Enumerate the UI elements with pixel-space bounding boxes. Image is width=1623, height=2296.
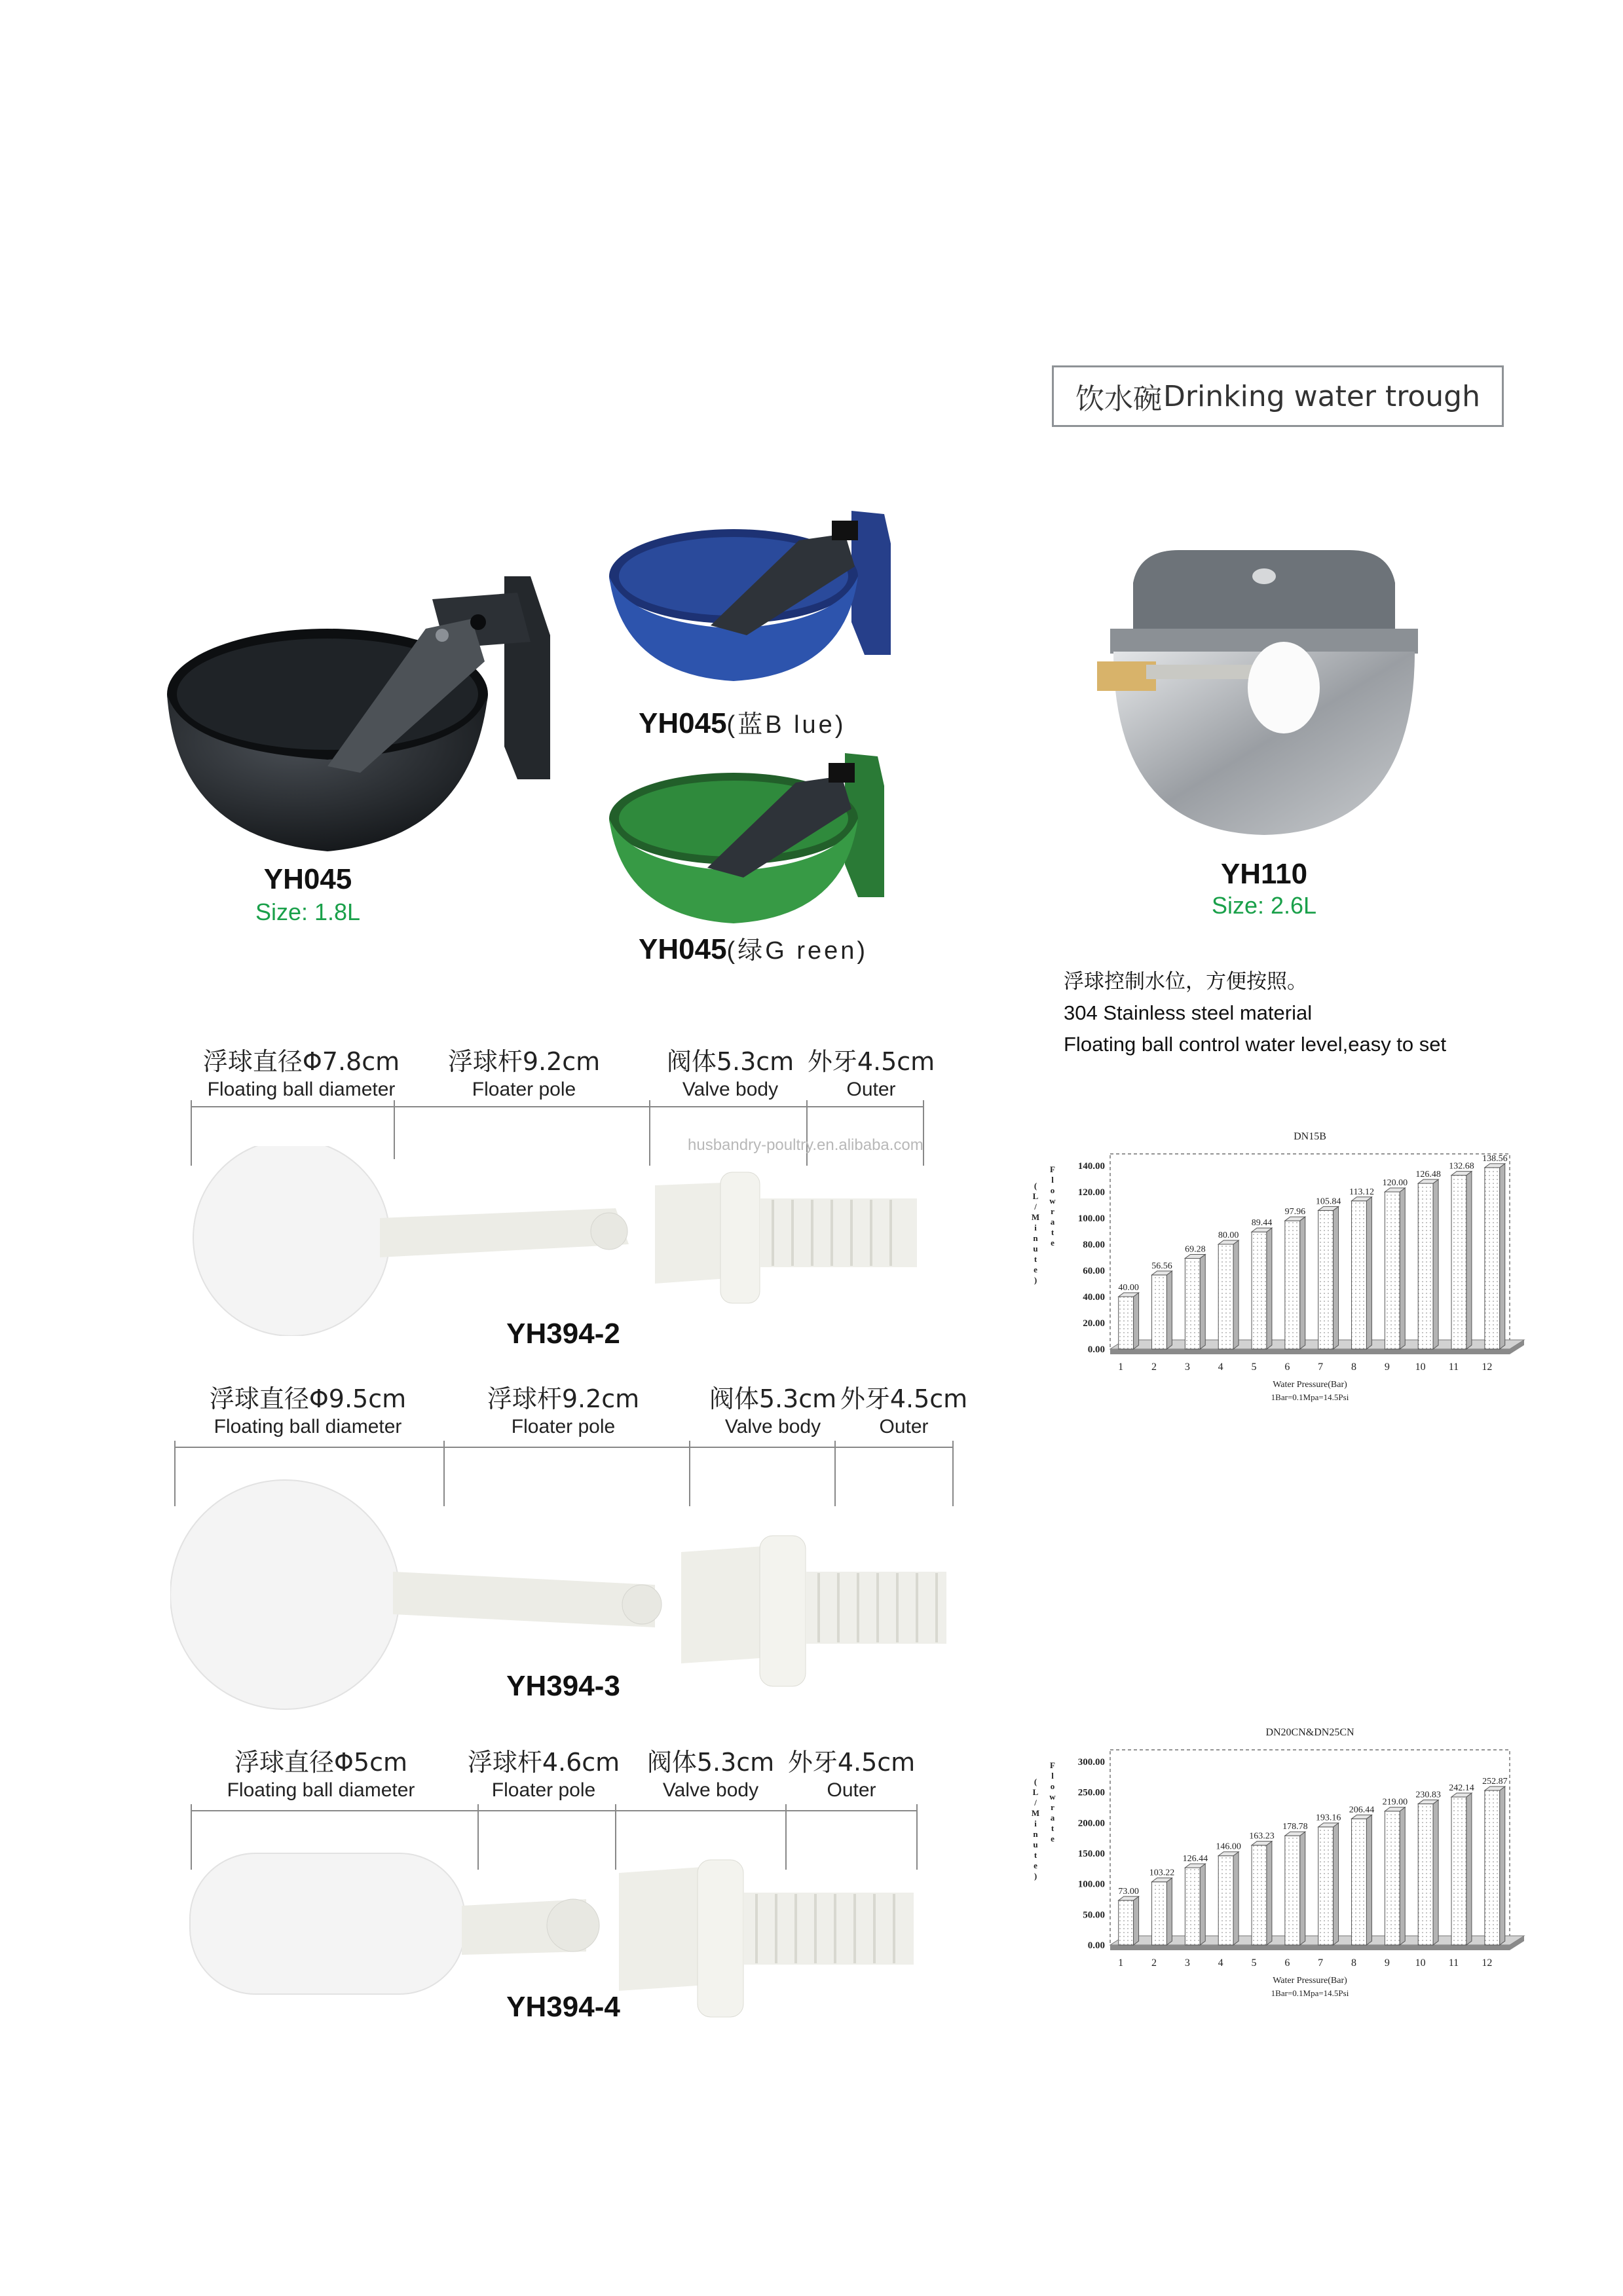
y-tick-label: 50.00 (1083, 1910, 1105, 1921)
y-tick-label: 40.00 (1083, 1292, 1105, 1303)
y-axis-label-char: i (1034, 1819, 1037, 1828)
dim-394-2-body (648, 1041, 812, 1101)
y-axis-label-char: t (1034, 1254, 1037, 1264)
y-tick-label: 0.00 (1087, 1940, 1105, 1951)
y-axis-label-char: / (1034, 1202, 1037, 1212)
bar-side (1500, 1164, 1505, 1349)
bar-value-label: 69.28 (1185, 1244, 1206, 1255)
dim-en: Outer (879, 1416, 929, 1437)
y-tick-label: 200.00 (1077, 1818, 1105, 1829)
bar-value-label: 126.44 (1182, 1853, 1208, 1864)
y-axis-label-char: w (1049, 1792, 1056, 1802)
y-axis-label-char: e (1051, 1238, 1054, 1248)
dim-cn: 浮球直径Φ7.8cm (202, 1047, 400, 1076)
y-axis-label-char: F (1050, 1760, 1055, 1770)
dim-394-3-ball (196, 1379, 419, 1438)
bar-side (1334, 1206, 1339, 1349)
bar-side (1366, 1815, 1371, 1945)
bar-value-label: 178.78 (1282, 1822, 1308, 1832)
y-axis-label-char: u (1033, 1840, 1038, 1849)
y-axis-label-char: a (1050, 1813, 1055, 1823)
dim-en: Valve body (724, 1416, 821, 1437)
bar-front (1252, 1232, 1267, 1349)
model-yh394-4: YH394-4 (506, 1991, 620, 2023)
y-tick-label: 0.00 (1087, 1344, 1105, 1355)
y-axis-label-char: t (1034, 1850, 1037, 1860)
bar-side (1466, 1793, 1472, 1945)
size-yh045: Size: 1.8L (255, 898, 361, 925)
y-tick-label: 100.00 (1077, 1879, 1105, 1890)
x-tick-label: 11 (1448, 1361, 1459, 1373)
bar-front (1218, 1244, 1233, 1349)
dim-cn: 外牙4.5cm (787, 1748, 916, 1777)
x-tick-label: 6 (1284, 1361, 1290, 1373)
bar-front (1152, 1882, 1167, 1945)
green-bowl-image (603, 747, 891, 936)
x-tick-label: 4 (1218, 1957, 1223, 1969)
x-tick-label: 11 (1448, 1957, 1459, 1969)
bar-side (1134, 1293, 1139, 1349)
model-yh045-green-code: YH045 (639, 933, 727, 965)
x-tick-label: 9 (1384, 1957, 1390, 1969)
x-tick-label: 2 (1151, 1957, 1157, 1969)
model-yh394-2: YH394-2 (506, 1318, 620, 1350)
bar-front (1451, 1176, 1466, 1349)
bar-front (1352, 1201, 1367, 1349)
bar-side (1200, 1864, 1205, 1945)
dim-en: Valve body (682, 1079, 779, 1100)
x-tick-label: 5 (1251, 1361, 1257, 1373)
bar-front (1385, 1811, 1400, 1945)
bar-side (1500, 1787, 1505, 1945)
model-yh045-blue-code: YH045 (639, 707, 727, 739)
y-axis-label-char: l (1051, 1175, 1054, 1185)
dim-394-2-ball (196, 1041, 406, 1101)
bar-value-label: 219.00 (1382, 1797, 1408, 1807)
bar-side (1300, 1832, 1305, 1945)
bar-side (1134, 1897, 1139, 1945)
x-tick-label: 8 (1351, 1361, 1356, 1373)
x-tick-label: 5 (1251, 1957, 1257, 1969)
bar-side (1400, 1807, 1405, 1945)
y-axis-label-char: o (1050, 1185, 1055, 1195)
flow-chart-dn20cn (1012, 1722, 1536, 2004)
y-tick-label: 140.00 (1077, 1161, 1105, 1172)
bar-side (1166, 1271, 1172, 1349)
dim-en: Valve body (662, 1779, 759, 1801)
x-tick-label: 12 (1482, 1957, 1493, 1969)
black-bowl-image (164, 563, 570, 878)
bar-front (1119, 1900, 1134, 1945)
bar-front (1152, 1275, 1167, 1349)
bar-side (1200, 1254, 1205, 1349)
bar-side (1233, 1240, 1239, 1349)
x-axis-label: Water Pressure(Bar) (1273, 1976, 1347, 1986)
y-tick-label: 250.00 (1077, 1787, 1105, 1798)
watermark: husbandry-poultry.en.alibaba.com (688, 1136, 923, 1154)
dim-cn: 浮球直径Φ5cm (234, 1748, 407, 1777)
x-tick-label: 3 (1184, 1361, 1190, 1373)
dim-cn: 浮球杆9.2cm (487, 1384, 640, 1413)
x-tick-label: 6 (1284, 1957, 1290, 1969)
variant-blue-label: (蓝B lue) (726, 711, 846, 739)
bar-front (1252, 1845, 1267, 1945)
bar-front (1218, 1856, 1233, 1945)
y-axis-label-char: a (1050, 1217, 1055, 1227)
bar-front (1119, 1297, 1134, 1349)
bar-front (1285, 1836, 1300, 1945)
y-axis-label-char: ) (1034, 1871, 1037, 1881)
bar-value-label: 105.84 (1315, 1196, 1341, 1207)
x-tick-label: 10 (1415, 1957, 1426, 1969)
dim-en: Outer (846, 1079, 896, 1100)
feature-cn: 浮球控制水位，方便按照。 (1064, 970, 1307, 993)
x-tick-label: 7 (1318, 1957, 1324, 1969)
y-axis-label-char: M (1031, 1212, 1040, 1222)
bar-front (1485, 1168, 1500, 1349)
y-axis-label-char: e (1051, 1834, 1054, 1843)
dim-394-3-pole (458, 1379, 668, 1438)
y-axis-label-char: e (1034, 1861, 1037, 1870)
bar-value-label: 56.56 (1151, 1261, 1172, 1271)
x-tick-label: 2 (1151, 1361, 1157, 1373)
x-tick-label: 4 (1218, 1361, 1223, 1373)
bar-side (1466, 1172, 1472, 1349)
y-axis-label-char: L (1032, 1191, 1039, 1201)
bar-side (1366, 1197, 1371, 1349)
section-title-en: Drinking water trough (1163, 379, 1480, 413)
bar-front (1418, 1183, 1433, 1349)
section-title (1052, 365, 1504, 427)
bar-value-label: 193.16 (1315, 1813, 1341, 1823)
dim-394-4-ball (203, 1742, 439, 1802)
x-axis-label: Water Pressure(Bar) (1273, 1380, 1347, 1390)
y-tick-label: 80.00 (1083, 1240, 1105, 1250)
model-yh045-green (639, 930, 920, 966)
chart-note: 1Bar=0.1Mpa=14.5Psi (1271, 1392, 1349, 1402)
y-axis-label-char: u (1033, 1244, 1038, 1253)
x-tick-label: 7 (1318, 1361, 1324, 1373)
bar-front (1451, 1797, 1466, 1945)
chart-title: DN20CN&DN25CN (1265, 1727, 1354, 1738)
model-yh110: YH110 (1220, 858, 1308, 890)
dim-cn: 阀体5.3cm (666, 1047, 794, 1076)
bar-value-label: 138.56 (1482, 1153, 1508, 1164)
y-axis-label-char: n (1033, 1829, 1038, 1839)
section-title-cn: 饮水碗 (1075, 382, 1163, 416)
dim-en: Floating ball diameter (214, 1416, 402, 1437)
bar-value-label: 103.22 (1149, 1868, 1175, 1878)
bar-side (1433, 1800, 1438, 1945)
y-tick-label: 60.00 (1083, 1266, 1105, 1276)
bar-value-label: 97.96 (1284, 1207, 1306, 1217)
bar-value-label: 40.00 (1118, 1283, 1139, 1293)
y-axis-label-char: i (1034, 1223, 1037, 1232)
y-axis-label-char: ) (1034, 1275, 1037, 1285)
y-axis-label-char: t (1051, 1823, 1054, 1833)
bar-side (1233, 1852, 1239, 1945)
bar-value-label: 206.44 (1349, 1805, 1375, 1815)
x-tick-label: 1 (1118, 1361, 1124, 1373)
bar-side (1400, 1188, 1405, 1349)
y-axis-label-char: F (1050, 1164, 1055, 1174)
variant-green-label: (绿G reen) (726, 937, 868, 965)
float-valve-394-2-image (183, 1146, 937, 1336)
y-tick-label: 20.00 (1083, 1318, 1105, 1329)
y-axis-label-char: L (1032, 1787, 1039, 1797)
dim-394-2-outer (799, 1041, 943, 1101)
bar-front (1318, 1210, 1334, 1349)
model-yh394-3: YH394-3 (506, 1670, 620, 1702)
bar-value-label: 163.23 (1249, 1831, 1275, 1842)
bar-value-label: 230.83 (1415, 1790, 1441, 1800)
x-tick-label: 1 (1118, 1957, 1124, 1969)
dim-cn: 浮球杆4.6cm (467, 1748, 620, 1777)
x-tick-label: 8 (1351, 1957, 1356, 1969)
x-tick-label: 3 (1184, 1957, 1190, 1969)
dim-cn: 浮球直径Φ9.5cm (209, 1384, 407, 1413)
bar-value-label: 89.44 (1251, 1218, 1273, 1229)
y-axis-label-char: o (1050, 1781, 1055, 1791)
flow-chart-dn15b (1012, 1126, 1536, 1408)
y-axis-label-char: M (1031, 1808, 1040, 1818)
bar-front (1318, 1827, 1334, 1945)
bar-front (1418, 1804, 1433, 1945)
stainless-bowl-image (1087, 537, 1441, 845)
y-axis-label-char: t (1051, 1227, 1054, 1237)
bar-value-label: 120.00 (1382, 1178, 1408, 1188)
dim-cn: 外牙4.5cm (840, 1384, 968, 1413)
bar-value-label: 132.68 (1449, 1161, 1474, 1172)
y-tick-label: 100.00 (1077, 1213, 1105, 1224)
y-axis-label-char: w (1049, 1196, 1056, 1206)
bar-front (1185, 1258, 1200, 1349)
bar-front (1485, 1790, 1500, 1945)
y-axis-label-char: ( (1034, 1181, 1037, 1191)
dim-394-2-pole (419, 1041, 629, 1101)
chart-title: DN15B (1294, 1131, 1326, 1142)
y-axis-label-char: r (1051, 1802, 1054, 1812)
bar-side (1267, 1842, 1272, 1945)
bar-value-label: 252.87 (1482, 1776, 1508, 1787)
x-tick-label: 9 (1384, 1361, 1390, 1373)
dim-en: Floater pole (511, 1416, 616, 1437)
y-tick-label: 120.00 (1077, 1187, 1105, 1198)
feature-en: Floating ball control water level,easy to set (1064, 1033, 1447, 1056)
y-axis-label-char: n (1033, 1233, 1038, 1243)
dim-en: Floating ball diameter (207, 1079, 396, 1100)
model-yh045: YH045 (263, 863, 352, 895)
y-axis-label-char: l (1051, 1771, 1054, 1781)
bar-front (1285, 1221, 1300, 1349)
y-axis-label-char: r (1051, 1206, 1054, 1216)
bar-value-label: 73.00 (1118, 1886, 1139, 1897)
dim-en: Floating ball diameter (227, 1779, 415, 1801)
feature-material: 304 Stainless steel material (1064, 1001, 1313, 1024)
bar-value-label: 80.00 (1218, 1231, 1239, 1240)
dim-cn: 阀体5.3cm (646, 1748, 775, 1777)
chart-note: 1Bar=0.1Mpa=14.5Psi (1271, 1988, 1349, 1998)
dim-394-4-outer (779, 1742, 923, 1802)
dim-394-4-body (625, 1742, 796, 1802)
y-tick-label: 300.00 (1077, 1757, 1105, 1768)
bar-side (1166, 1878, 1172, 1945)
bar-front (1385, 1192, 1400, 1349)
bar-value-label: 242.14 (1449, 1783, 1474, 1794)
y-axis-label-char: / (1034, 1798, 1037, 1807)
dim-cn: 阀体5.3cm (709, 1384, 837, 1413)
bar-side (1300, 1217, 1305, 1349)
bar-side (1267, 1228, 1272, 1349)
dim-394-4-pole (458, 1742, 629, 1802)
x-tick-label: 12 (1482, 1361, 1493, 1373)
bar-side (1433, 1179, 1438, 1349)
y-axis-label-char: e (1034, 1265, 1037, 1274)
dim-394-3-outer (832, 1379, 976, 1438)
model-yh045-blue (639, 704, 920, 740)
y-tick-label: 150.00 (1077, 1849, 1105, 1859)
bar-value-label: 146.00 (1216, 1842, 1241, 1852)
bar-side (1334, 1823, 1339, 1945)
blue-bowl-image (603, 504, 904, 694)
bar-front (1352, 1819, 1367, 1945)
size-yh110: Size: 2.6L (1211, 892, 1317, 919)
bar-value-label: 126.48 (1415, 1170, 1441, 1180)
bar-front (1185, 1868, 1200, 1945)
dim-en: Outer (827, 1779, 876, 1801)
x-tick-label: 10 (1415, 1361, 1426, 1373)
dim-cn: 浮球杆9.2cm (447, 1047, 601, 1076)
dim-en: Floater pole (472, 1079, 576, 1100)
dim-cn: 外牙4.5cm (807, 1047, 935, 1076)
bar-value-label: 113.12 (1349, 1187, 1374, 1197)
y-axis-label-char: ( (1034, 1777, 1037, 1787)
dim-en: Floater pole (491, 1779, 596, 1801)
